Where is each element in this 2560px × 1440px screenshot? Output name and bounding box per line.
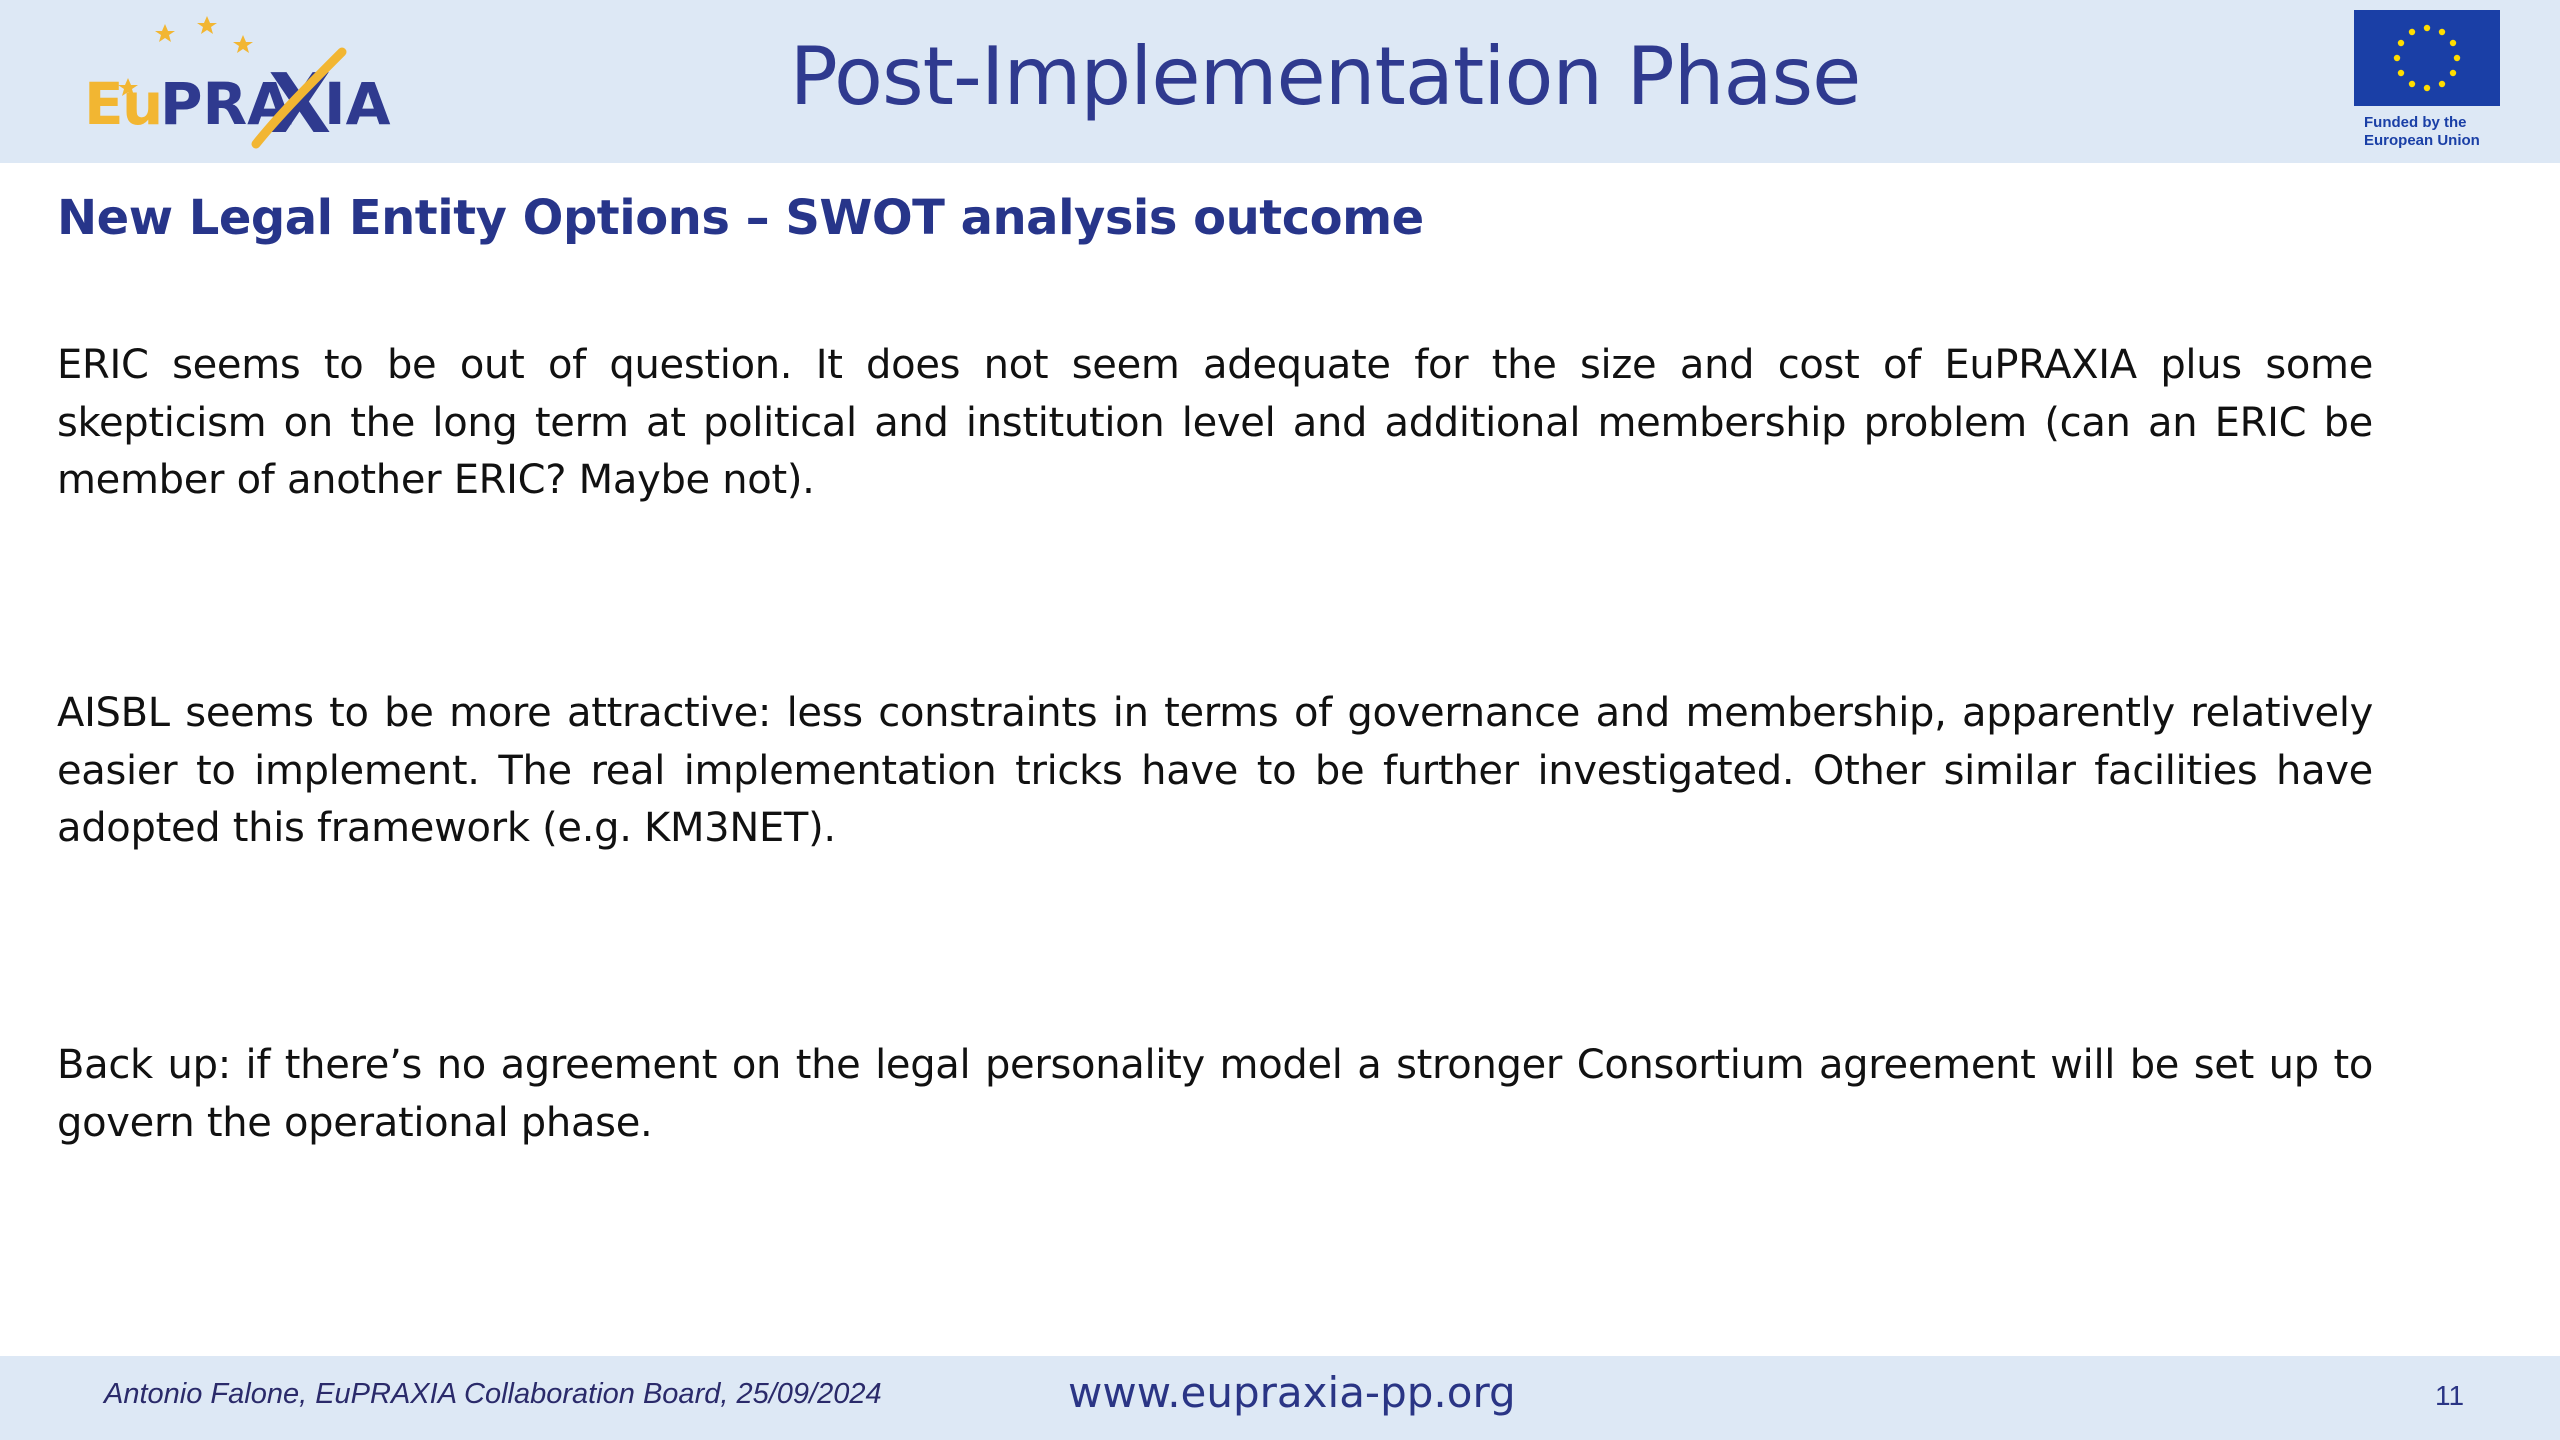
section-subtitle: New Legal Entity Options – SWOT analysis outcome	[57, 190, 1424, 246]
paragraph-aisbl: AISBL seems to be more attractive: less constraints in terms of governance and membership, apparently relatively easier to implement. The real implementation tricks have to be further investigated. Other similar facilities have adopted this framework (e.g. KM3NET).	[57, 690, 2373, 851]
slide-title: Post-Implementation Phase	[789, 30, 1861, 123]
eu-funding-line-1: Funded by the	[2364, 114, 2467, 131]
eu-funding-text	[2354, 114, 2502, 150]
footer-author: Antonio Falone, EuPRAXIA Collaboration Board, 25/09/2024	[104, 1378, 882, 1410]
logo-letters-ia: IA	[324, 70, 391, 138]
footer-website-link[interactable]: www.eupraxia-pp.org	[1068, 1368, 1516, 1417]
paragraph-backup: Back up: if there’s no agreement on the legal personality model a stronger Consortium agreement will be set up to govern the operational phase.	[57, 1042, 2373, 1146]
eu-flag-icon	[2354, 10, 2500, 106]
paragraph-eric: ERIC seems to be out of question. It does not seem adequate for the size and cost of EuPRAXIA plus some skepticism on the long term at political and institution level and additional membership problem (can an ERIC be member of another ERIC? Maybe not).	[57, 342, 2373, 503]
eu-funding-badge	[2354, 10, 2502, 155]
logo-letters-pra: PRA	[160, 70, 293, 138]
header-band	[0, 0, 2560, 163]
eu-funding-line-2: European Union	[2364, 132, 2480, 149]
logo-letter-x: X	[268, 57, 332, 152]
logo-letter-e: E	[84, 70, 124, 138]
footer-band	[0, 1356, 2560, 1440]
page-number: 11	[2435, 1380, 2465, 1411]
logo-letter-u: u	[122, 70, 164, 138]
